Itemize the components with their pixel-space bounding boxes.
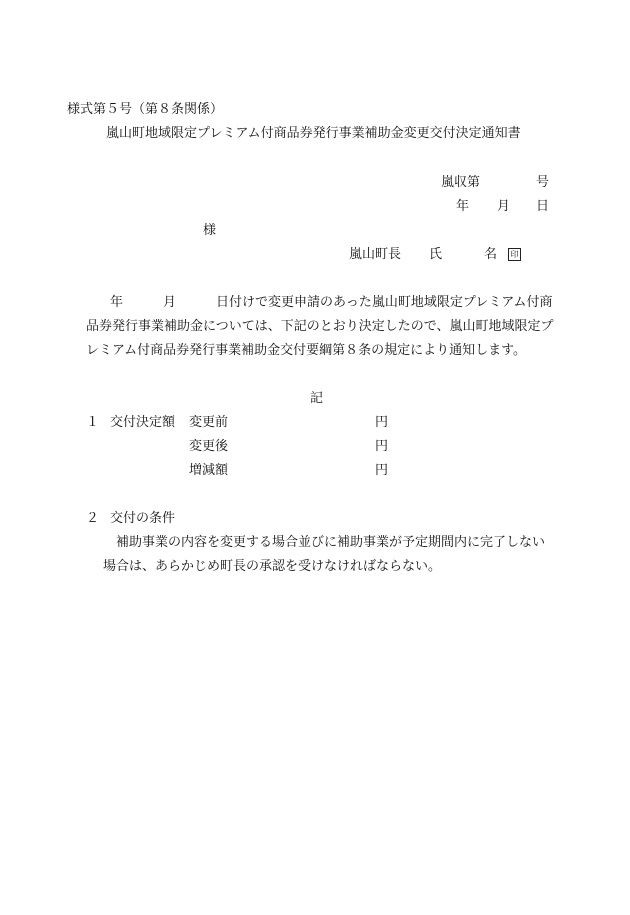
row-diff-unit: 円: [375, 463, 389, 478]
issuer-title: 嵐山町長: [349, 247, 402, 262]
item2-line-2: 場合は、あらかじめ町長の承認を受けなければならない。: [103, 559, 442, 574]
addressee-honorific: 様: [203, 223, 217, 238]
item2-label: 交付の条件: [110, 511, 176, 526]
seal-icon: 印: [508, 248, 521, 261]
body-month-label: 月: [163, 295, 177, 310]
date-month-label: 月: [497, 199, 511, 214]
body-line-2: 品券発行事業補助金については、下記のとおり決定したので、嵐山町地域限定プ: [86, 319, 554, 334]
row-after-unit: 円: [375, 439, 389, 454]
row-before-label: 変更前: [189, 415, 229, 430]
form-label: 様式第５号（第８条関係）: [67, 102, 224, 117]
item1-label: 交付決定額: [110, 415, 176, 430]
seal-mark: [504, 247, 521, 263]
body-year-label: 年: [110, 295, 124, 310]
issuer-name-label-1: 氏: [429, 247, 443, 262]
item2-number: ２: [86, 511, 100, 526]
item2-line-1: 補助事業の内容を変更する場合並びに補助事業が予定期間内に完了しない: [116, 535, 546, 550]
body-line-3: レミアム付商品券発行事業補助金交付要綱第８条の規定により通知します。: [86, 343, 527, 358]
row-after-label: 変更後: [189, 439, 229, 454]
reference-number-prefix: 嵐収第: [441, 175, 481, 190]
reference-number-suffix: 号: [536, 175, 550, 190]
document-title: 嵐山町地域限定プレミアム付商品券発行事業補助金変更交付決定通知書: [106, 126, 521, 141]
date-year-label: 年: [456, 199, 470, 214]
notes-heading: 記: [310, 391, 324, 406]
row-before-unit: 円: [375, 415, 389, 430]
issuer-name-label-2: 名: [484, 247, 498, 262]
row-diff-label: 増減額: [189, 463, 229, 478]
body-line-1: 日付けで変更申請のあった嵐山町地域限定プレミアム付商: [216, 295, 553, 310]
item1-number: １: [86, 415, 100, 430]
date-day-label: 日: [536, 199, 550, 214]
